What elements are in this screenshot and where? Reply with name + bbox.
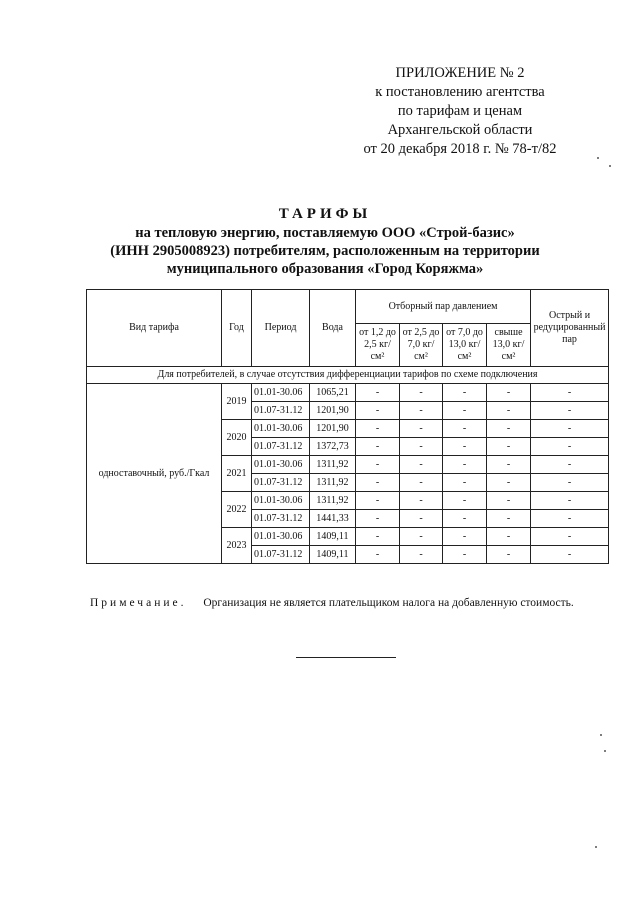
water-cell: 1409,11 [310, 546, 356, 564]
dash-cell: - [531, 474, 609, 492]
dash-cell: - [356, 546, 400, 564]
dash-cell: - [487, 492, 531, 510]
period-cell: 01.01-30.06 [252, 492, 310, 510]
water-cell: 1441,33 [310, 510, 356, 528]
dash-cell: - [487, 384, 531, 402]
header-year: Год [222, 290, 252, 367]
note [90, 597, 610, 609]
scan-speck [597, 157, 599, 159]
header-steam-group: Отборный пар давлением [356, 290, 531, 324]
water-cell: 1372,73 [310, 438, 356, 456]
dash-cell: - [356, 456, 400, 474]
dash-cell: - [356, 474, 400, 492]
dash-cell: - [356, 510, 400, 528]
period-cell: 01.07-31.12 [252, 474, 310, 492]
dash-cell: - [487, 420, 531, 438]
year-cell: 2023 [222, 528, 252, 564]
dash-cell: - [531, 546, 609, 564]
dash-cell: - [443, 438, 487, 456]
appendix-number: ПРИЛОЖЕНИЕ № 2 [395, 65, 525, 81]
period-cell: 01.01-30.06 [252, 420, 310, 438]
period-cell: 01.01-30.06 [252, 384, 310, 402]
period-cell: 01.01-30.06 [252, 456, 310, 474]
dash-cell: - [443, 492, 487, 510]
period-cell: 01.07-31.12 [252, 402, 310, 420]
water-cell: 1201,90 [310, 402, 356, 420]
year-cell: 2020 [222, 420, 252, 456]
dash-cell: - [356, 438, 400, 456]
dash-cell: - [400, 474, 443, 492]
header-line-2: к постановлению агентства [375, 84, 545, 100]
dash-cell: - [400, 384, 443, 402]
scan-speck [609, 165, 611, 167]
document-title [60, 205, 590, 278]
dash-cell: - [443, 402, 487, 420]
dash-cell: - [487, 546, 531, 564]
water-cell: 1311,92 [310, 474, 356, 492]
dash-cell: - [443, 528, 487, 546]
year-cell: 2019 [222, 384, 252, 420]
dash-cell: - [531, 438, 609, 456]
dash-cell: - [531, 492, 609, 510]
header-steam-2: от 2,5 до 7,0 кг/см² [400, 324, 443, 367]
dash-cell: - [487, 438, 531, 456]
dash-cell: - [531, 456, 609, 474]
dash-cell: - [531, 420, 609, 438]
dash-cell: - [443, 474, 487, 492]
header-line-3: по тарифам и ценам [397, 103, 523, 119]
water-cell: 1065,21 [310, 384, 356, 402]
period-cell: 01.07-31.12 [252, 510, 310, 528]
header-water: Вода [310, 290, 356, 367]
header-line-4: Архангельской области [387, 122, 533, 138]
year-cell: 2021 [222, 456, 252, 492]
closing-line [296, 657, 396, 658]
tariff-table [86, 289, 609, 564]
dash-cell: - [356, 528, 400, 546]
dash-cell: - [487, 402, 531, 420]
dash-cell: - [356, 384, 400, 402]
dash-cell: - [487, 456, 531, 474]
dash-cell: - [443, 546, 487, 564]
water-cell: 1409,11 [310, 528, 356, 546]
water-cell: 1311,92 [310, 456, 356, 474]
header-tariff-type: Вид тарифа [87, 290, 222, 367]
scan-speck [600, 734, 602, 736]
note-label: Примечание. [90, 597, 187, 609]
period-cell: 01.01-30.06 [252, 528, 310, 546]
year-cell: 2022 [222, 492, 252, 528]
title-line-2: (ИНН 2905008923) потребителям, расположенным на территории [110, 243, 540, 259]
title-line-1: на тепловую энергию, поставляемую ООО «Строй-базис» [135, 225, 515, 241]
dash-cell: - [400, 438, 443, 456]
header-steam-3: от 7,0 до 13,0 кг/см² [443, 324, 487, 367]
header-sharp-steam: Острый и редуцированный пар [531, 290, 609, 367]
header-period: Период [252, 290, 310, 367]
document-header [330, 64, 590, 159]
table-subheader: Для потребителей, в случае отсутствия дифференциации тарифов по схеме подключения [87, 367, 609, 384]
scan-speck [595, 846, 597, 848]
tariff-name: одноставочный, руб./Гкал [87, 384, 222, 564]
dash-cell: - [400, 492, 443, 510]
dash-cell: - [443, 384, 487, 402]
dash-cell: - [400, 420, 443, 438]
scan-speck [604, 750, 606, 752]
dash-cell: - [400, 456, 443, 474]
dash-cell: - [443, 420, 487, 438]
water-cell: 1311,92 [310, 492, 356, 510]
header-steam-1: от 1,2 до 2,5 кг/см² [356, 324, 400, 367]
dash-cell: - [487, 528, 531, 546]
water-cell: 1201,90 [310, 420, 356, 438]
dash-cell: - [443, 456, 487, 474]
title-line-3: муниципального образования «Город Коряжма» [166, 261, 484, 277]
dash-cell: - [356, 402, 400, 420]
dash-cell: - [531, 528, 609, 546]
dash-cell: - [487, 474, 531, 492]
period-cell: 01.07-31.12 [252, 546, 310, 564]
dash-cell: - [400, 402, 443, 420]
title-main: ТАРИФЫ [278, 206, 372, 222]
dash-cell: - [400, 546, 443, 564]
dash-cell: - [531, 402, 609, 420]
dash-cell: - [400, 528, 443, 546]
header-line-5: от 20 декабря 2018 г. № 78-т/82 [363, 141, 557, 157]
note-text: Организация не является плательщиком налога на добавленную стоимость. [203, 597, 574, 609]
dash-cell: - [356, 492, 400, 510]
dash-cell: - [531, 510, 609, 528]
dash-cell: - [531, 384, 609, 402]
dash-cell: - [487, 510, 531, 528]
period-cell: 01.07-31.12 [252, 438, 310, 456]
header-steam-4: свыше 13,0 кг/см² [487, 324, 531, 367]
dash-cell: - [356, 420, 400, 438]
dash-cell: - [400, 510, 443, 528]
dash-cell: - [443, 510, 487, 528]
